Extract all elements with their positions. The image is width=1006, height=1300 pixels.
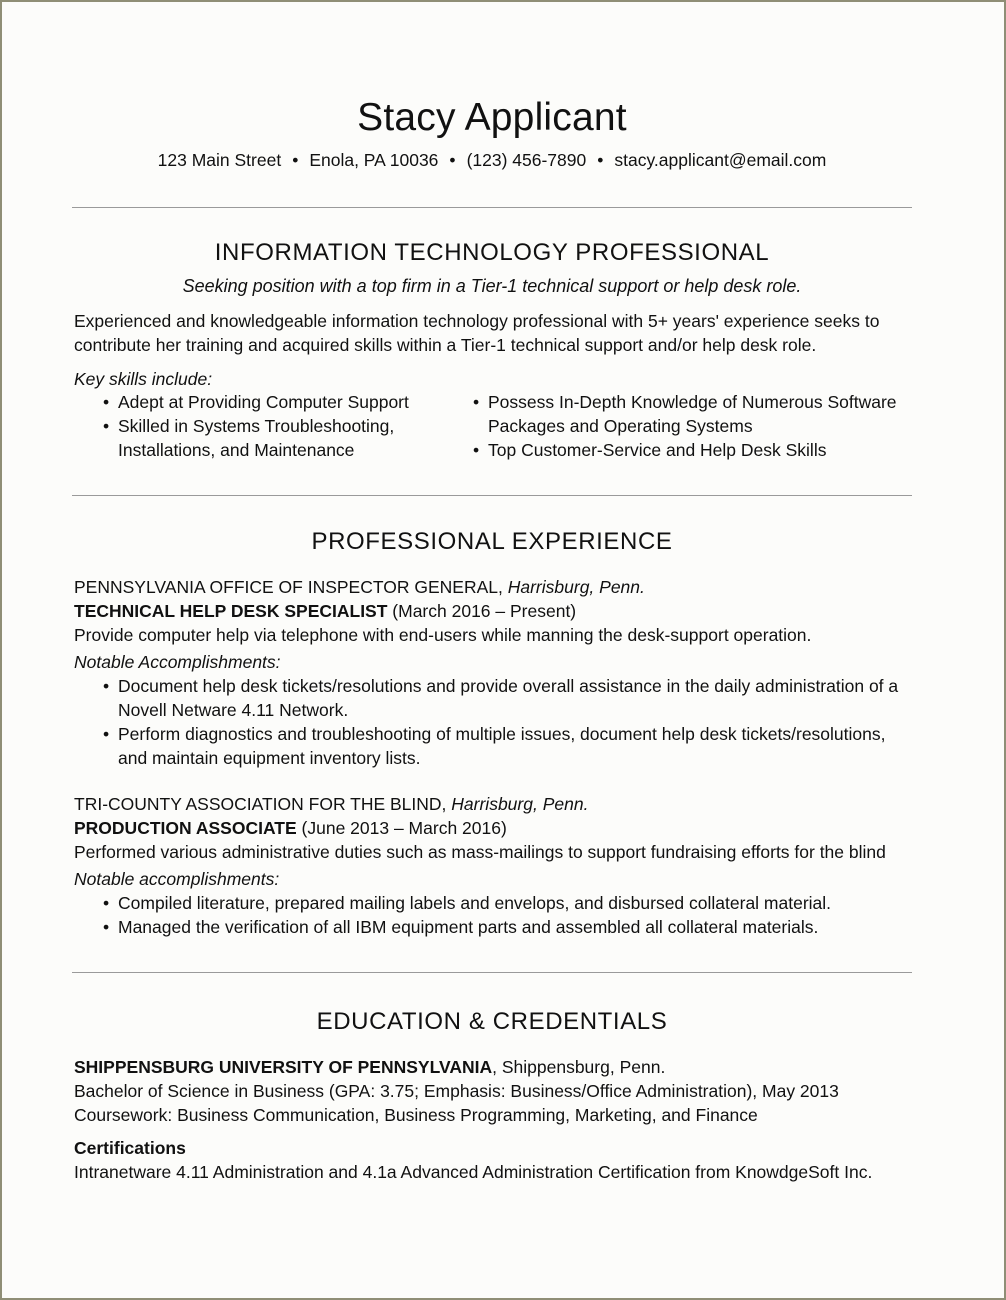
section-divider <box>72 972 912 973</box>
job-description: Performed various administrative duties such as mass-mailings to support fundraising efforts for the blind <box>74 842 886 862</box>
accomplishments-list <box>74 891 914 939</box>
coursework: Coursework: Business Communication, Business Programming, Marketing, and Finance <box>74 1105 758 1125</box>
contact-street: 123 Main Street <box>157 150 282 170</box>
education-entry <box>74 1055 914 1184</box>
job-employer-line <box>74 792 914 816</box>
job-location: Harrisburg, Penn. <box>451 794 589 814</box>
job-dates: (June 2013 – March 2016) <box>301 818 507 838</box>
contact-line <box>72 150 912 171</box>
accomplishment-item: • Compiled literature, prepared mailing labels and envelops, and disbursed collateral material. <box>118 891 914 915</box>
skill-item: • Possess In-Depth Knowledge of Numerous Software Packages and Operating Systems <box>488 390 958 438</box>
accomplishment-item: • Managed the verification of all IBM equipment parts and assembled all collateral materials. <box>118 915 914 939</box>
profile-section-title: INFORMATION TECHNOLOGY PROFESSIONAL <box>214 239 770 266</box>
skills-label: Key skills include: <box>74 369 213 389</box>
objective-statement: Seeking position with a top firm in a Tier-1 technical support or help desk role. <box>182 276 802 296</box>
job-employer: TRI-COUNTY ASSOCIATION FOR THE BLIND, <box>74 794 447 814</box>
education-section-title: EDUCATION & CREDENTIALS <box>316 1008 668 1035</box>
job-dates: (March 2016 – Present) <box>392 601 577 621</box>
school-line <box>74 1055 914 1079</box>
accomplishments-label: Notable Accomplishments: <box>74 652 281 672</box>
contact-separator: • <box>449 150 456 170</box>
section-divider <box>72 495 912 496</box>
job-location: Harrisburg, Penn. <box>507 577 645 597</box>
job-entry <box>74 575 914 770</box>
contact-city: Enola, PA 10036 <box>309 150 439 170</box>
job-employer: PENNSYLVANIA OFFICE OF INSPECTOR GENERAL, <box>74 577 503 597</box>
skills-column-left <box>72 390 488 462</box>
job-entry <box>74 792 914 939</box>
job-employer-line <box>74 575 914 599</box>
skill-item: • Top Customer-Service and Help Desk Skills <box>488 438 958 462</box>
school-location: , Shippensburg, Penn. <box>492 1057 666 1077</box>
job-position: PRODUCTION ASSOCIATE <box>74 818 297 838</box>
job-position-line <box>74 816 914 840</box>
profile-summary: Experienced and knowledgeable information technology professional with 5+ years' experience seeks to contribute her training and acquired skills within a Tier-1 technical support and/or help desk role. <box>74 311 880 355</box>
job-description: Provide computer help via telephone with end-users while manning the desk-support operation. <box>74 625 812 645</box>
job-position: TECHNICAL HELP DESK SPECIALIST <box>74 601 388 621</box>
section-divider <box>72 207 912 208</box>
contact-separator: • <box>292 150 299 170</box>
accomplishments-label: Notable accomplishments: <box>74 869 280 889</box>
school-name: SHIPPENSBURG UNIVERSITY OF PENNSYLVANIA <box>74 1057 493 1077</box>
skill-item: • Adept at Providing Computer Support <box>118 390 488 414</box>
contact-email: stacy.applicant@email.com <box>614 150 827 170</box>
accomplishments-list <box>74 674 914 770</box>
accomplishment-item: • Perform diagnostics and troubleshooting of multiple issues, document help desk tickets/resolutions, and maintain equipment inventory lists. <box>118 722 914 770</box>
certifications: Intranetware 4.11 Administration and 4.1a Advanced Administration Certification from KnowdgeSoft Inc. <box>74 1162 873 1182</box>
skills-column-right <box>442 390 958 462</box>
contact-phone: (123) 456-7890 <box>466 150 587 170</box>
contact-separator: • <box>597 150 604 170</box>
job-position-line <box>74 599 914 623</box>
accomplishment-item: • Document help desk tickets/resolutions and provide overall assistance in the daily administration of a Novell Netware 4.11 Network. <box>118 674 914 722</box>
experience-section-title: PROFESSIONAL EXPERIENCE <box>311 528 673 555</box>
skill-item: • Skilled in Systems Troubleshooting, Installations, and Maintenance <box>118 414 488 462</box>
applicant-name: Stacy Applicant <box>357 96 627 139</box>
degree: Bachelor of Science in Business (GPA: 3.75; Emphasis: Business/Office Administration), May 2013 <box>74 1081 839 1101</box>
certifications-label: Certifications <box>74 1138 186 1158</box>
